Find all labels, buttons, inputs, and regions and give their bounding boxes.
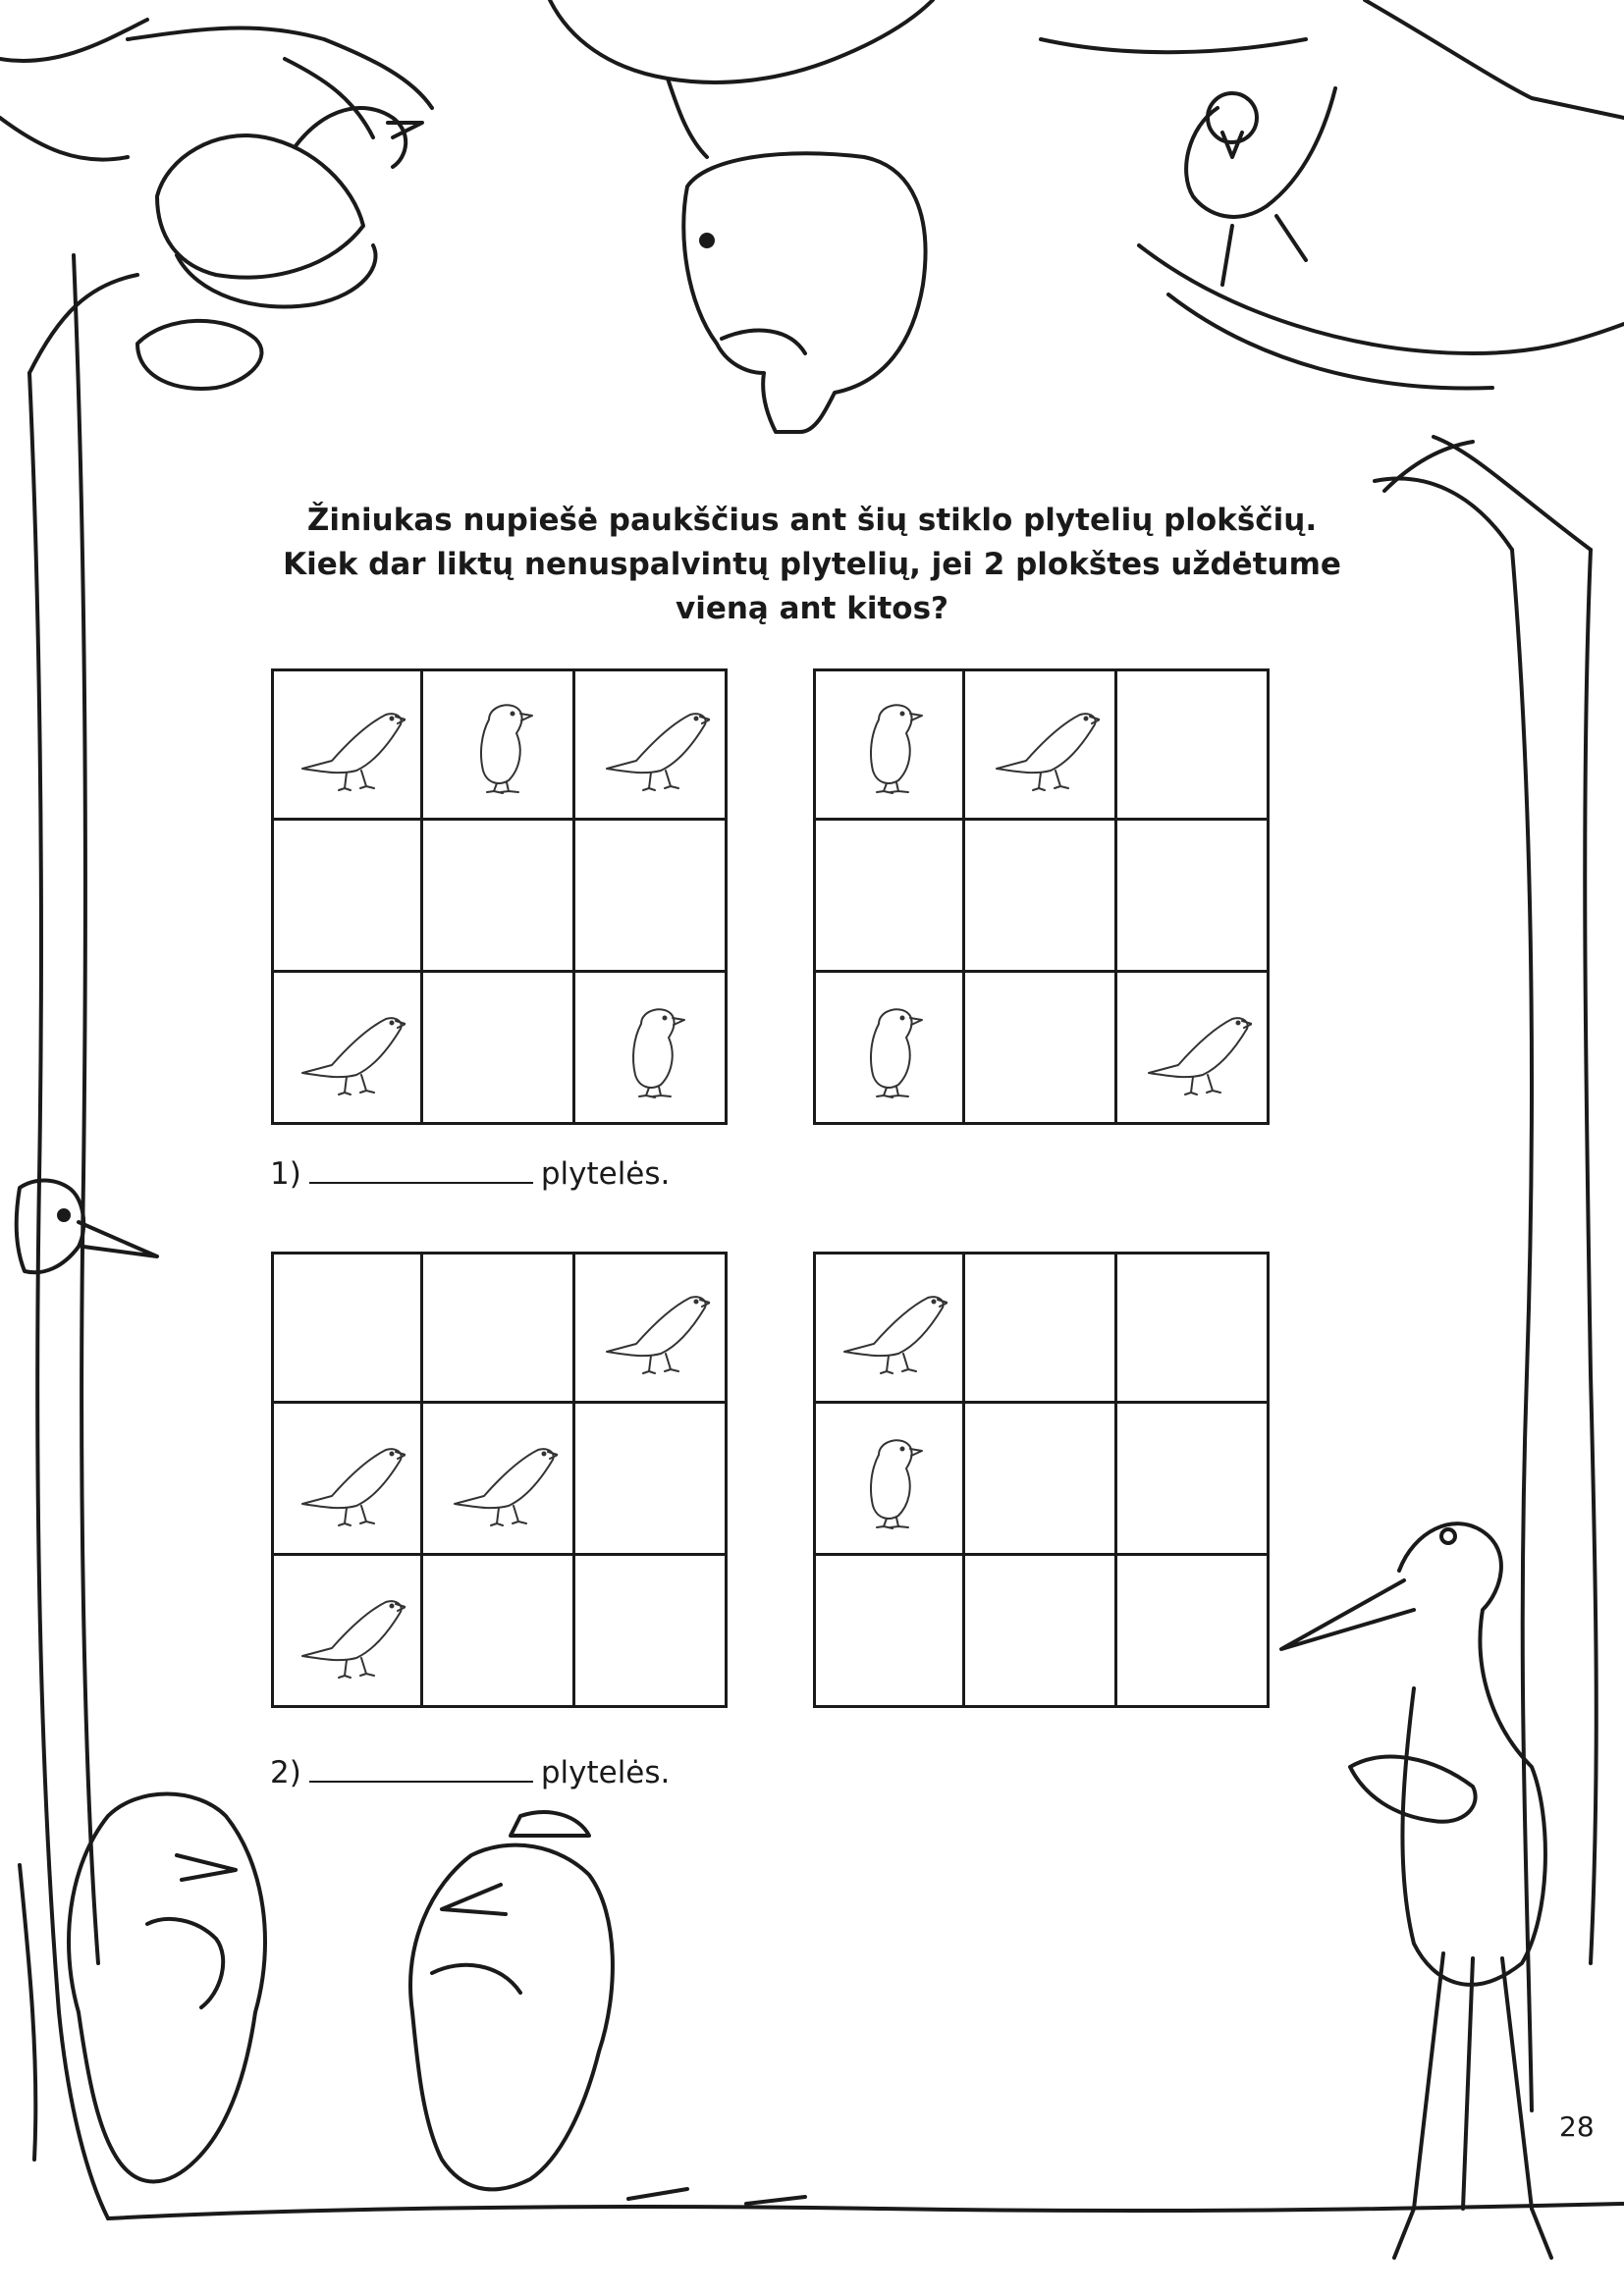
tile-cell[interactable] [813,821,965,973]
bird-side-icon [440,1425,558,1537]
top-foliage [550,0,933,157]
tile-plate [271,668,728,1125]
tile-cell[interactable] [1117,973,1270,1125]
bird-front-icon [830,690,947,802]
bottom-birds [69,1794,613,2190]
tile-cell[interactable] [271,668,423,821]
tile-cell[interactable] [271,821,423,973]
bird-front-icon [830,1425,947,1537]
tile-cell[interactable] [423,1556,575,1708]
tile-cell[interactable] [813,668,965,821]
tile-cell[interactable] [813,1404,965,1556]
bird-side-icon [288,1425,406,1537]
instructions-line-2: Kiek dar liktų nenuspalvintų plytelių, jei 2 plokštes uždėtume [283,547,1341,582]
tile-cell[interactable] [1117,1404,1270,1556]
bird-side-icon [592,1273,710,1385]
bird-front-icon [440,690,558,802]
tile-cell[interactable] [271,973,423,1125]
answer-blank[interactable] [309,1753,533,1783]
bird-side-icon [982,690,1100,802]
bird-side-icon [592,690,710,802]
answer-suffix: plytelės. [540,1156,671,1192]
answer-line-1 [270,1154,670,1192]
right-tree-trunk [1375,437,1597,2110]
instructions-line-1: Žiniukas nupiešė paukščius ant šių stiklo plytelių plokščių. [306,503,1318,538]
tile-cell[interactable] [965,1252,1117,1404]
tile-cell[interactable] [965,973,1117,1125]
tile-cell[interactable] [575,973,728,1125]
tile-cell[interactable] [575,1252,728,1404]
tile-cell[interactable] [271,1252,423,1404]
bird-side-icon [288,690,406,802]
task-number: 1) [270,1156,301,1192]
tile-cell[interactable] [1117,668,1270,821]
right-tree-top [1041,0,1624,389]
instructions-text [0,499,1624,631]
tile-cell[interactable] [271,1556,423,1708]
stork [1281,1523,1551,2258]
ground [108,2189,1624,2218]
answer-blank[interactable] [309,1154,533,1184]
instructions-line-3: vieną ant kitos? [675,591,949,626]
bird-front-icon [592,994,710,1106]
tile-cell[interactable] [575,821,728,973]
tile-plate [271,1252,728,1708]
tile-cell[interactable] [423,1404,575,1556]
tile-cell[interactable] [423,1252,575,1404]
tile-plate [813,1252,1270,1708]
page-number: 28 [1559,2110,1595,2143]
bird-side-icon [1134,994,1252,1106]
tile-cell[interactable] [813,1252,965,1404]
task-number: 2) [270,1755,301,1790]
tile-cell[interactable] [965,821,1117,973]
tile-cell[interactable] [813,973,965,1125]
bird-side-icon [288,1577,406,1689]
answer-suffix: plytelės. [540,1755,671,1790]
tile-cell[interactable] [423,668,575,821]
tile-cell[interactable] [271,1404,423,1556]
tile-cell[interactable] [575,1556,728,1708]
tile-cell[interactable] [575,668,728,821]
tile-cell[interactable] [813,1556,965,1708]
tile-cell[interactable] [1117,821,1270,973]
answer-line-2 [270,1753,670,1790]
elephant-head [683,153,925,432]
nest-bird [128,27,432,388]
tile-cell[interactable] [965,668,1117,821]
tile-cell[interactable] [423,821,575,973]
tile-cell[interactable] [1117,1252,1270,1404]
tile-cell[interactable] [1117,1556,1270,1708]
tile-cell[interactable] [965,1556,1117,1708]
tile-cell[interactable] [575,1404,728,1556]
tile-plate [813,668,1270,1125]
bird-side-icon [288,994,406,1106]
tile-cell[interactable] [423,973,575,1125]
bird-front-icon [830,994,947,1106]
tile-cell[interactable] [965,1404,1117,1556]
bird-side-icon [830,1273,947,1385]
